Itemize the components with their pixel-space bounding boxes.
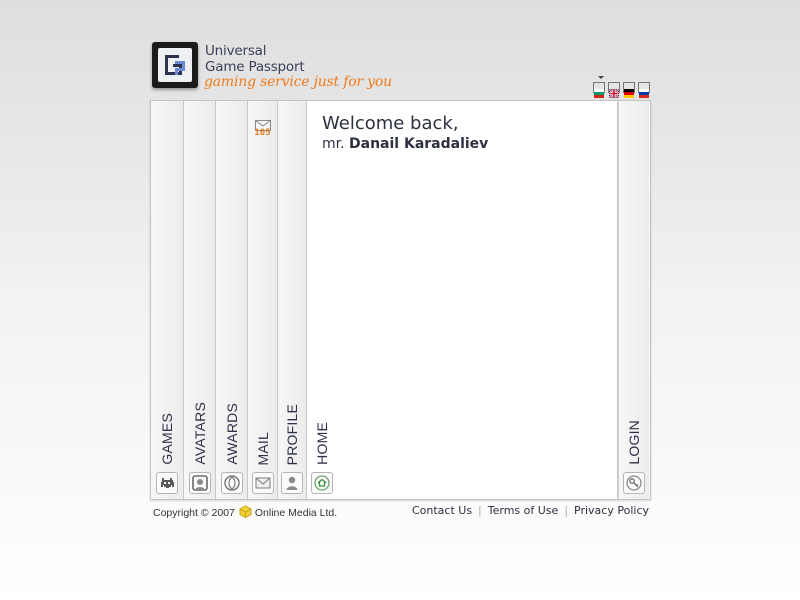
user-greeting bbox=[322, 136, 488, 152]
salutation: mr. bbox=[322, 136, 345, 152]
gp-logo-icon bbox=[158, 48, 192, 82]
russian-flag-icon[interactable] bbox=[638, 82, 650, 93]
site-logo[interactable] bbox=[152, 42, 198, 88]
tab-profile[interactable] bbox=[278, 101, 307, 499]
brand-name-line2: Game Passport bbox=[205, 59, 305, 75]
laurel-wreath-icon bbox=[221, 472, 243, 494]
terms-of-use-link[interactable]: Terms of Use bbox=[487, 504, 559, 517]
footer-separator: | bbox=[478, 504, 482, 517]
tab-mail-label: MAIL bbox=[254, 431, 271, 465]
user-name: Danail Karadaliev bbox=[349, 136, 489, 152]
tab-profile-label: PROFILE bbox=[284, 403, 300, 465]
bulgarian-flag-icon[interactable] bbox=[593, 82, 605, 93]
home-icon bbox=[311, 472, 333, 494]
british-flag-icon[interactable] bbox=[608, 82, 620, 93]
copyright-text: Copyright © 2007 bbox=[153, 507, 235, 519]
tab-games[interactable] bbox=[151, 101, 184, 499]
tab-awards[interactable] bbox=[216, 101, 248, 499]
tab-login-label: LOGIN bbox=[626, 420, 642, 465]
brand-tagline: gaming service just for you bbox=[204, 74, 392, 90]
main-panel bbox=[150, 100, 651, 500]
tab-awards-label: AWARDS bbox=[223, 403, 240, 465]
tab-avatars-label: AVATARS bbox=[191, 402, 208, 465]
german-flag-icon[interactable] bbox=[623, 82, 635, 93]
contact-us-link[interactable]: Contact Us bbox=[411, 504, 473, 517]
tab-games-label: GAMES bbox=[159, 413, 175, 465]
brand-name-line1: Universal bbox=[205, 43, 267, 59]
welcome-heading: Welcome back, bbox=[322, 113, 459, 134]
mail-unread-count: 105 bbox=[254, 128, 271, 138]
avatar-frame-icon bbox=[189, 472, 211, 494]
tab-home-label: HOME bbox=[314, 422, 330, 465]
envelope-icon bbox=[252, 472, 274, 494]
tab-mail[interactable] bbox=[248, 101, 278, 499]
footer-copyright bbox=[153, 505, 337, 521]
footer-links bbox=[412, 504, 649, 517]
active-language-marker bbox=[598, 76, 604, 79]
tab-avatars[interactable] bbox=[184, 101, 216, 499]
tab-home[interactable] bbox=[307, 101, 337, 499]
footer-separator: | bbox=[564, 504, 569, 517]
space-invader-icon bbox=[156, 472, 178, 494]
home-content-area bbox=[307, 101, 618, 499]
privacy-policy-link[interactable]: Privacy Policy bbox=[574, 504, 649, 517]
tab-login[interactable] bbox=[618, 101, 649, 499]
person-icon bbox=[281, 472, 303, 494]
company-logo-icon bbox=[239, 505, 252, 521]
company-name: Online Media Ltd. bbox=[254, 507, 338, 519]
key-icon bbox=[623, 472, 645, 494]
